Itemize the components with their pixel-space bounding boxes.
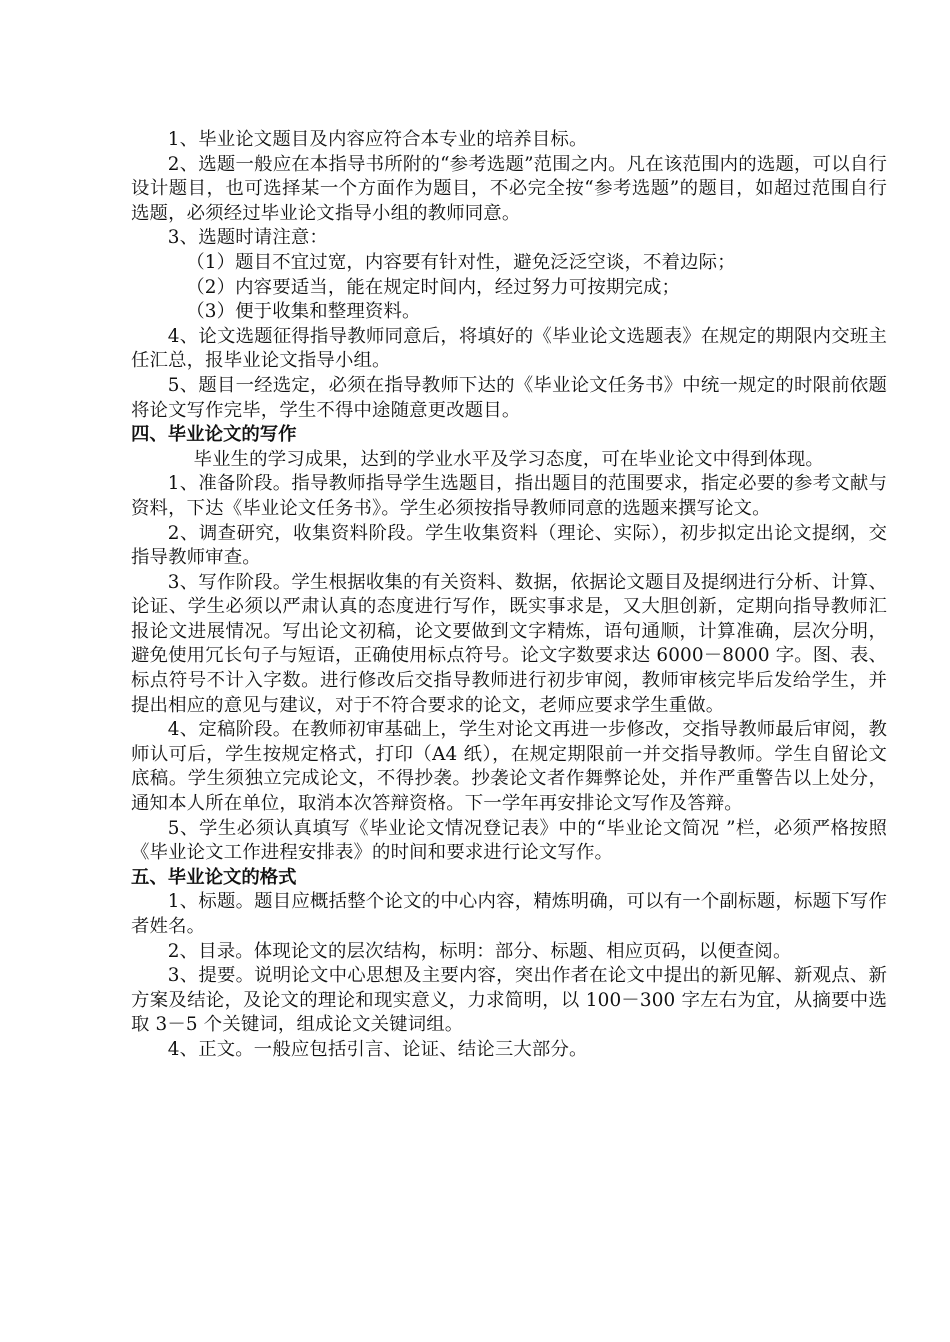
- sub-item-1: （1）题目不宜过宽，内容要有针对性，避免泛泛空谈，不着边际；: [186, 251, 736, 273]
- writing-step-5: 5、学生必须认真填写《毕业论文情况登记表》中的“毕业论文简况 ”栏，必须严格按照《毕业论文工作进程安排表》的时间和要求进行论文写作。: [131, 817, 887, 864]
- writing-step-3: 3、写作阶段。学生根据收集的有关资料、数据，依据论文题目及提纲进行分析、计算、论证、学生必须以严肃认真的态度进行写作，既实事求是，又大胆创新，定期向指导教师汇报论文进展情况。写出论文初稿，论文要做到文字精炼，语句通顺，计算准确，层次分明，避免使用冗长句子与短语，正确使用标点符号。论文字数要求达 6000－8000 字。图、表、标点符号不计入字数。进行修改后交指导教师进行初步审阅，教师审核完毕后发给学生，并提出相应的意见与建议，对于不符合要求的论文，老师应要求学生重做。: [131, 571, 887, 716]
- sub-item-2: （2）内容要适当，能在规定时间内，经过努力可按期完成；: [186, 276, 681, 298]
- format-item-4: 4、正文。一般应包括引言、论证、结论三大部分。: [167, 1038, 588, 1060]
- format-item-2: 2、目录。体现论文的层次结构，标明：部分、标题、相应页码，以便查阅。: [167, 940, 792, 962]
- paragraph-item-3: 3、选题时请注意：: [167, 227, 328, 249]
- format-item-3: 3、提要。说明论文中心思想及主要内容，突出作者在论文中提出的新见解、新观点、新方案及结论，及论文的理论和现实意义，力求简明，以 100－300 字左右为宜，从摘要中选取 3－5 个关键词，组成论文关键词组。: [131, 965, 887, 1036]
- section-intro: 毕业生的学习成果，达到的学业水平及学习态度，可在毕业论文中得到体现。: [193, 448, 824, 470]
- section-heading-format: 五、毕业论文的格式: [131, 866, 297, 888]
- paragraph-item-5: 5、题目一经选定，必须在指导教师下达的《毕业论文任务书》中统一规定的时限前依题将论文写作完毕，学生不得中途随意更改题目。: [131, 374, 887, 421]
- paragraph-item-2: 2、选题一般应在本指导书所附的“参考选题”范围之内。凡在该范围内的选题，可以自行设计题目，也可选择某一个方面作为题目，不必完全按“参考选题”的题目，如超过范围自行选题，必须经过毕业论文指导小组的教师同意。: [131, 153, 887, 224]
- writing-step-2: 2、调查研究，收集资料阶段。学生收集资料（理论、实际），初步拟定出论文提纲，交指导教师审查。: [131, 522, 887, 569]
- sub-item-3: （3）便于收集和整理资料。: [186, 301, 421, 323]
- writing-step-4: 4、定稿阶段。在教师初审基础上，学生对论文再进一步修改，交指导教师最后审阅，教师认可后，学生按规定格式，打印（A4 纸），在规定期限前一并交指导教师。学生自留论文底稿。学生须独立完成论文，不得抄袭。抄袭论文者作舞弊论处，并作严重警告以上处分，通知本人所在单位，取消本次答辩资格。下一学年再安排论文写作及答辩。: [131, 719, 887, 815]
- paragraph-item-4: 4、论文选题征得指导教师同意后，将填好的《毕业论文选题表》在规定的期限内交班主任汇总，报毕业论文指导小组。: [131, 325, 887, 372]
- paragraph-item-1: 1、毕业论文题目及内容应符合本专业的培养目标。: [167, 129, 588, 150]
- document-body: [131, 128, 887, 1063]
- section-heading-writing: 四、毕业论文的写作: [131, 424, 297, 446]
- format-item-1: 1、标题。题目应概括整个论文的中心内容，精炼明确，可以有一个副标题，标题下写作者姓名。: [131, 891, 887, 937]
- writing-step-1: 1、准备阶段。指导教师指导学生选题目，指出题目的范围要求，指定必要的参考文献与资料，下达《毕业论文任务书》。学生必须按指导教师同意的选题来撰写论文。: [131, 473, 887, 519]
